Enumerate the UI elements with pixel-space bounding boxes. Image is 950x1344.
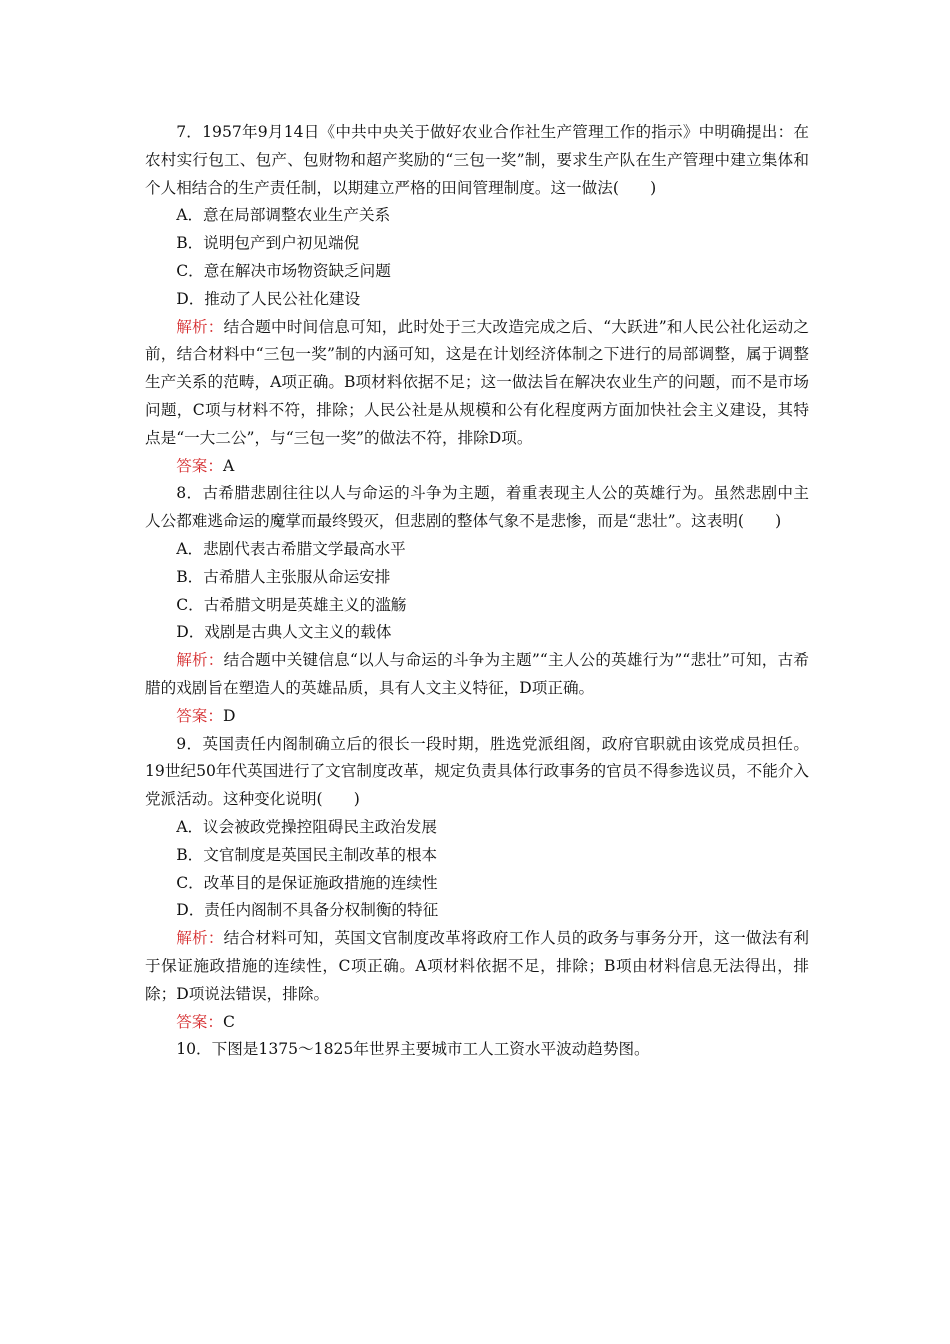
question-9-option-a: A．议会被政党操控阻碍民主政治发展 [176,817,437,836]
answer-label: 答案： [176,456,223,475]
question-7-answer [145,453,809,481]
question-7-option-a: A．意在局部调整农业生产关系 [176,206,391,225]
question-10-stem: 10．下图是1375～1825年世界主要城市工人工资水平波动趋势图。 [176,1040,650,1059]
analysis-label: 解析： [176,929,224,948]
question-9-stem: 9．英国责任内阁制确立后的很长一段时期，胜选党派组阁，政府官职就由该党成员担任。19世纪50年代英国进行了文官制度改革，规定负责具体行政事务的官员不得参选议员，不能介入党派活动。这种变化说明( ) [145,734,809,809]
analysis-text: 结合题中时间信息可知，此时处于三大改造完成之后、“大跃进”和人民公社化运动之前，结合材料中“三包一奖”制的内涵可知，这是在计划经济体制之下进行的局部调整，属于调整生产关系的范畴，A项正确。B项材料依据不足；这一做法旨在解决农业生产的问题，而不是市场问题，C项与材料不符，排除；人民公社是从规模和公有化程度两方面加快社会主义建设，其特点是“一大二公”，与“三包一奖”的做法不符，排除D项。 [145,317,809,447]
question-7-option-d: D．推动了人民公社化建设 [176,289,361,308]
question-9-answer [145,1009,809,1037]
analysis-text: 结合材料可知，英国文官制度改革将政府工作人员的政务与事务分开，这一做法有利于保证施政措施的连续性，C项正确。A项材料依据不足，排除；B项由材料信息无法得出，排除；D项说法错误，排除。 [145,929,809,1003]
answer-value: C [222,1012,235,1031]
question-8-option-b: B．古希腊人主张服从命运安排 [176,567,391,586]
question-7-stem: 7．1957年9月14日《中共中央关于做好农业合作社生产管理工作的指示》中明确提出：在农村实行包工、包产、包财物和超产奖励的“三包一奖”制，要求生产队在生产管理中建立集体和个人相结合的生产责任制，以期建立严格的田间管理制度。这一做法( ) [145,123,809,197]
question-8-option-d: D．戏剧是古典人文主义的载体 [176,623,392,642]
answer-label: 答案： [176,1012,223,1031]
question-9-option-c: C．改革目的是保证施政措施的连续性 [176,873,438,892]
analysis-text: 结合题中关键信息“以人与命运的斗争为主题”“主人公的英雄行为”“悲壮”可知，古希腊的戏剧旨在塑造人的英雄品质，具有人文主义特征，D项正确。 [145,651,809,697]
analysis-label: 解析： [176,651,224,670]
analysis-label: 解析： [176,317,224,336]
question-9-analysis [145,925,809,1008]
answer-value: A [222,456,235,475]
question-7-option-b: B．说明包产到户初见端倪 [176,234,360,253]
question-9-option-d: D．责任内阁制不具备分权制衡的特征 [176,901,439,920]
question-8-analysis [145,647,809,703]
question-8-option-a: A．悲剧代表古希腊文学最高水平 [176,539,406,558]
question-8-stem: 8．古希腊悲剧往往以人与命运的斗争为主题，着重表现主人公的英雄行为。虽然悲剧中主人公都难逃命运的魔掌而最终毁灭，但悲剧的整体气象不是悲惨，而是“悲壮”。这表明( ) [145,484,809,531]
question-8-answer [145,703,809,731]
question-7-analysis [145,314,809,453]
document-page [145,119,809,1064]
question-7-option-c: C．意在解决市场物资缺乏问题 [176,261,391,280]
answer-label: 答案： [176,706,223,725]
question-8-option-c: C．古希腊文明是英雄主义的滥觞 [176,595,407,614]
question-9-option-b: B．文官制度是英国民主制改革的根本 [176,845,438,864]
answer-value: D [222,706,236,725]
